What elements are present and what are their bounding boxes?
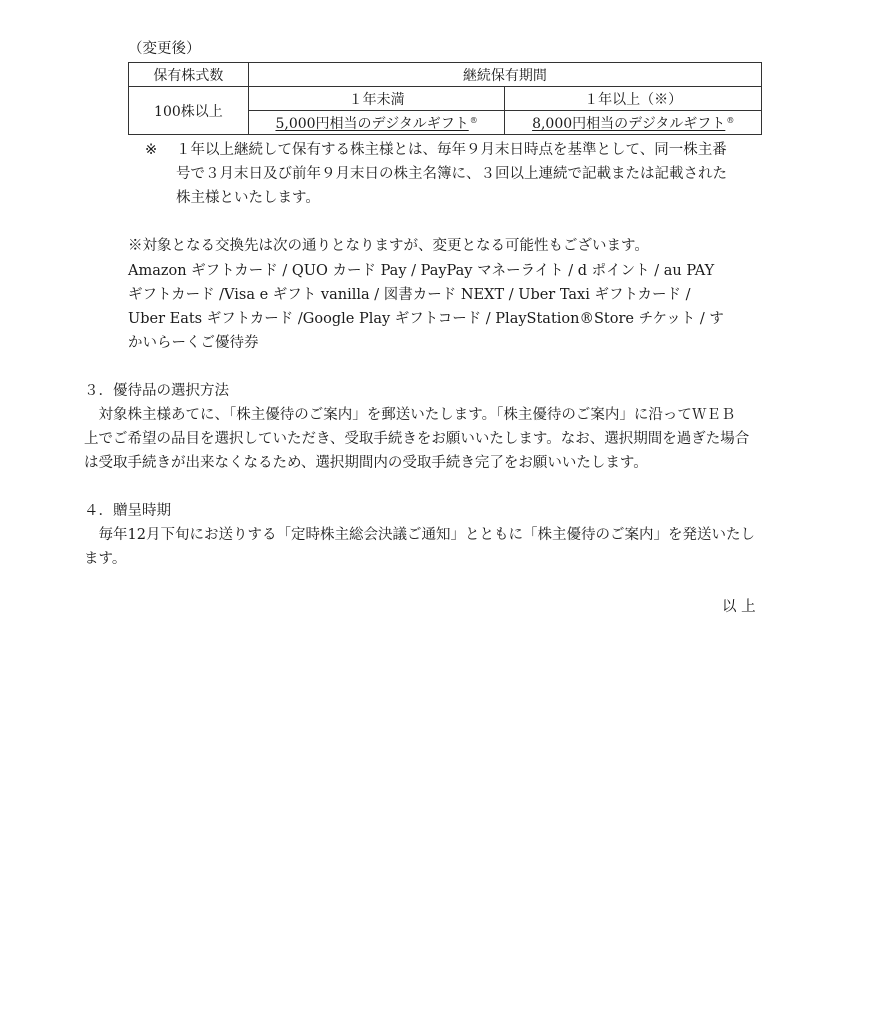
benefit-table: [128, 62, 762, 135]
registered-mark: ®: [726, 115, 735, 125]
registered-mark: ®: [469, 115, 478, 125]
section4-heading: ４．贈呈時期: [84, 503, 171, 519]
section3-line: 上でご希望の品目を選択していただき、受取手続きをお願いいたします。なお、選択期間を過ぎた場合: [84, 431, 750, 447]
section3-line: 対象株主様あてに、「株主優待のご案内」を郵送いたします。「株主優待のご案内」に沿ってＷＥＢ: [84, 407, 736, 423]
header-shares: 保有株式数: [129, 63, 249, 87]
gift-under-text: 5,000円相当のデジタルギフト: [275, 115, 469, 132]
footnote-line: １年以上継続して保有する株主様とは、毎年９月末日時点を基準として、同一株主番: [176, 142, 727, 158]
exchange-line: かいらーくご優待券: [128, 335, 259, 351]
exchange-line: Uber Eats ギフトカード /Google Play ギフトコード / PlayStation®Store チケット / す: [128, 311, 724, 327]
row-shares: 100株以上: [129, 87, 249, 135]
gift-over-text: 8,000円相当のデジタルギフト: [532, 115, 726, 132]
footnote-mark: ※: [145, 142, 158, 158]
section4-line: 毎年12月下旬にお送りする「定時株主総会決議ご通知」とともに「株主優待のご案内」を発送いたし: [84, 527, 755, 543]
section3-line: は受取手続きが出来なくなるため、選択期間内の受取手続き完了をお願いいたします。: [84, 455, 648, 471]
gift-under-one-year: [248, 111, 505, 135]
footnote-line: 号で３月末日及び前年９月末日の株主名簿に、３回以上連続で記載または記載された: [176, 166, 727, 182]
section3-heading: ３．優待品の選択方法: [84, 383, 229, 399]
exchange-intro: ※対象となる交換先は次の通りとなりますが、変更となる可能性もございます。: [128, 238, 649, 254]
footnote-line: 株主様といたします。: [176, 190, 320, 206]
closing-mark: 以 上: [722, 599, 756, 615]
gift-over-one-year: [505, 111, 762, 135]
col-under-one-year: １年未満: [248, 87, 505, 111]
table-caption: （変更後）: [128, 41, 201, 57]
col-over-one-year: １年以上（※）: [505, 87, 762, 111]
exchange-line: Amazon ギフトカード / QUO カード Pay / PayPay マネーライト / d ポイント / au PAY: [128, 263, 715, 279]
exchange-line: ギフトカード /Visa e ギフト vanilla / 図書カード NEXT / Uber Taxi ギフトカード /: [128, 287, 691, 303]
header-period: 継続保有期間: [248, 63, 761, 87]
section4-line: ます。: [84, 551, 127, 567]
